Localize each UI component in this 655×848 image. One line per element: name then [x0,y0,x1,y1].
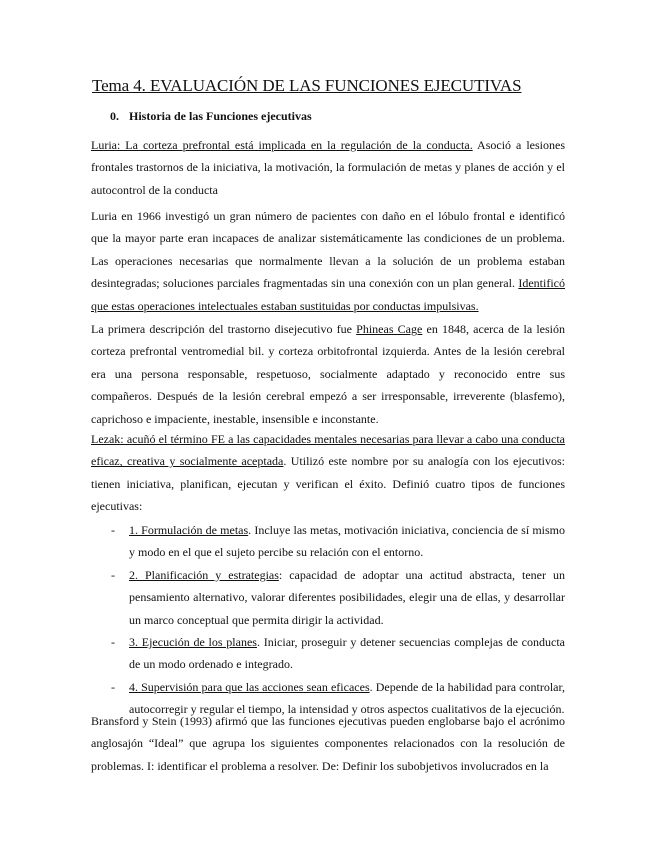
paragraph-text: Luria en 1966 investigó un gran número de pacientes con daño en el lóbulo frontal e identificó que la mayor parte eran incapaces de analizar sistemáticamente las condiciones de un problema. Las operaciones necesarias que normalmente llevan a la solución de un problema estaban desintegradas; soluciones parciales fragmentadas sin una conexión con un plan general. [91,209,565,291]
bullet-dash: - [111,523,115,537]
underlined-text: Luria: La corteza prefrontal está implicada en la regulación de la conducta. [91,138,473,152]
section-number: 0. [110,109,119,123]
paragraph-luria [91,134,565,201]
paragraph-text: . Utilizó este nombre por su analogía con los ejecutivos: tienen iniciativa, planifican, ejecutan y verifican el éxito. Definió cuatro tipos de funciones ejecutivas: [91,454,565,514]
underlined-text: 2. Planificación y estrategias [129,567,279,582]
bullet-dash: - [111,567,115,582]
paragraph-lezak [91,428,565,518]
paragraph-luria-1966 [91,205,565,317]
underlined-text: Phineas Cage [356,322,423,336]
page-title: Tema 4. EVALUACIÓN DE LAS FUNCIONES EJECUTIVAS [92,76,522,95]
list-item [91,631,565,676]
paragraph-text: Asoció a lesiones frontales trastornos de la iniciativa, la motivación, la formulación de metas y planes de acción y el autocontrol de la conducta [91,138,565,197]
paragraph-phineas [91,318,565,430]
executive-functions-list [91,519,565,721]
underlined-text: Identificó que estas operaciones intelectuales estaban sustituidas por conductas impulsivas. [91,276,565,313]
list-item [91,519,565,564]
section-title: Historia de las Funciones ejecutivas [129,109,312,123]
underlined-text: 1. Formulación de metas [129,523,249,537]
list-item [91,564,565,631]
paragraph-bransford: Bransford y Stein (1993) afirmó que las funciones ejecutivas pueden englobarse bajo el acrónimo anglosajón “Ideal” que agrupa los siguientes componentes relacionados con la resolución de problemas. I: identificar el problema a resolver. De: Definir los subobjetivos involucrados en la [91,714,565,773]
list-item-text: . Iniciar, proseguir y detener secuencias complejas de conducta de un modo ordenado e integrado. [129,635,565,672]
list-item-text: : capacidad de adoptar una actitud abstracta, tener un pensamiento alternativo, valorar diferentes posibilidades, elegir una de ellas, y desarrollar un marco conceptual que permita dirigir la actividad. [129,567,565,627]
list-item-text: . Depende de la habilidad para controlar, autocorregir y regular el tiempo, la intensidad y otros aspectos cualitativos de la ejecución. [129,679,566,717]
paragraph-text: La primera descripción del trastorno disejecutivo fue [91,322,357,336]
section-heading [110,109,312,124]
paragraph-text: en 1848, acerca de la lesión corteza prefrontal ventromedial bil. y corteza orbitofrontal izquierda. Antes de la lesión cerebral era una persona responsable, respetuoso, socialmente adaptado y reconocido entre sus compañeros. Después de la lesión cerebral empezó a ser irresponsable, irreverente (blasfemo), caprichoso e impaciente, inestable, insensible e inconstante. [91,322,565,426]
bullet-dash: - [111,635,115,650]
underlined-text: 3. Ejecución de los planes [129,635,257,650]
underlined-text: 4. Supervisión para que las acciones sean eficaces [129,679,370,694]
underlined-text: Lezak: acuñó el término FE a las capacidades mentales necesarias para llevar a cabo una conducta eficaz, creativa y socialmente aceptada [91,432,565,469]
list-item-text: . Incluye las metas, motivación iniciativa, conciencia de sí mismo y modo en el que el sujeto percibe su relación con el entorno. [129,523,565,560]
bullet-dash: - [111,679,115,694]
